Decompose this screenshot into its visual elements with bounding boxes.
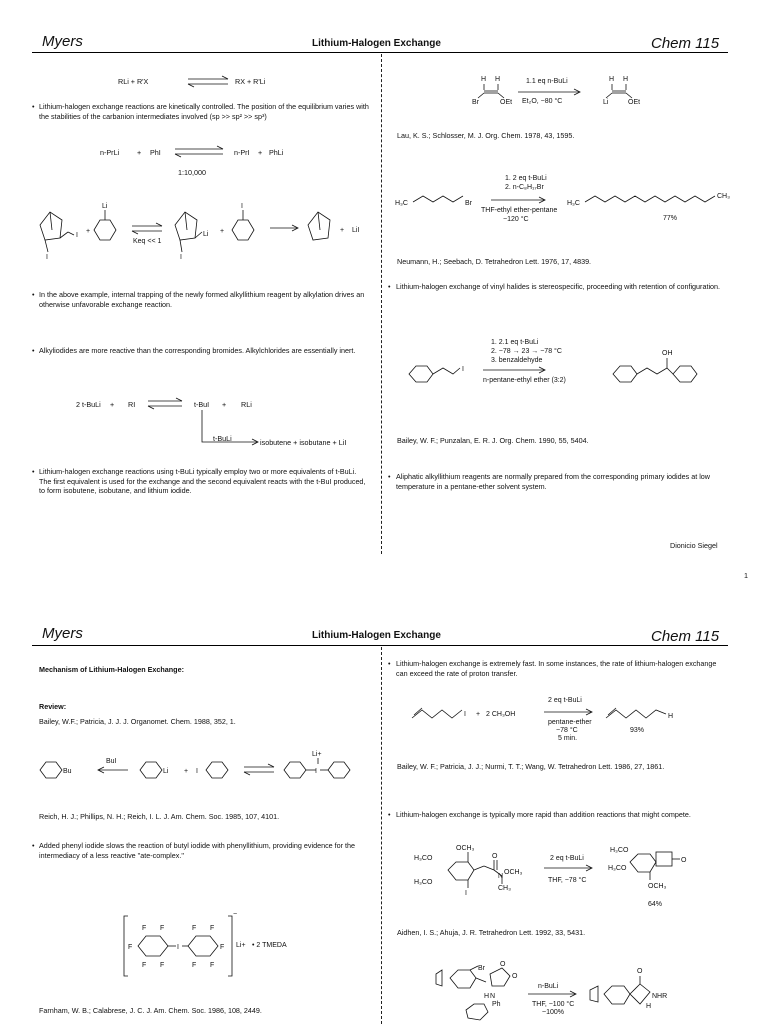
ate-charge: − — [233, 911, 238, 918]
rx3-ph: Ph — [492, 1001, 501, 1008]
vinyl-bromide-exchange — [470, 72, 660, 106]
eq1-rhs: RX + R'Li — [235, 77, 266, 86]
svg-text:+: + — [86, 228, 91, 235]
svg-text:O: O — [492, 853, 498, 860]
rx2-line2: 2. n-C₈H₁₇Br — [505, 184, 544, 191]
svg-text:F: F — [192, 925, 197, 932]
svg-text:Li: Li — [203, 231, 209, 238]
trans-alkene-alkylation — [395, 170, 735, 250]
bullet-dot: • — [388, 810, 391, 819]
eq4-d: RLi — [241, 400, 252, 409]
svg-text:+: + — [476, 711, 481, 718]
eq4-products: isobutene + isobutane + LiI — [260, 438, 347, 447]
phenethyl-iodide-scheme — [405, 340, 735, 400]
svg-text:N: N — [498, 873, 504, 880]
eq4-plus1: + — [110, 400, 115, 409]
header-rule — [32, 645, 728, 646]
svg-text:H: H — [668, 713, 674, 720]
bullet-dot: • — [388, 659, 391, 668]
scheme-li-plus: Li+ — [312, 751, 322, 758]
bullet-dot: • — [388, 472, 391, 481]
eq4-b: RI — [128, 400, 136, 409]
svg-text:Li: Li — [102, 203, 108, 210]
p2-rx3-above: n-BuLi — [538, 983, 559, 990]
eq4-a: 2 t-BuLi — [76, 400, 101, 409]
svg-text:I: I — [46, 254, 48, 261]
p2-rx2-yield: 64% — [648, 901, 663, 908]
svg-text:F: F — [142, 925, 147, 932]
bullet-dot: • — [32, 102, 35, 111]
scheme-li: Li — [163, 768, 169, 775]
p2-left-bullet-1: Added phenyl iodide slows the reaction of butyl iodide with phenyllithium, providing evidence for the intermediacy of a less reactive "ate-complex." — [39, 841, 356, 860]
ate-li: Li+ — [236, 942, 246, 949]
eq2-ratio: 1:10,000 — [178, 168, 206, 177]
bullet-dot: • — [32, 346, 35, 355]
svg-text:+: + — [340, 227, 345, 234]
scheme-bui: BuI — [106, 758, 117, 765]
svg-text:Br: Br — [465, 200, 472, 207]
bullet-dot: • — [388, 282, 391, 291]
svg-text:H₃C: H₃C — [567, 200, 580, 207]
p1-left-bullet-3: Alkyliodides are more reactive than the corresponding bromides. Alkylchlorides are essentially inert. — [39, 346, 356, 355]
svg-text:O: O — [637, 968, 643, 975]
header-rule — [32, 52, 728, 53]
rx1-above: 1.1 eq n-BuLi — [526, 78, 568, 85]
p2-rx1-b2: −78 °C — [556, 727, 578, 734]
p2-rx3-nhr: NHR — [652, 993, 668, 1000]
eq1-lhs: RLi + R'X — [118, 77, 149, 86]
svg-text:F: F — [128, 944, 133, 951]
p1-right-ref-1: Lau, K. S.; Schlosser, M. J. Org. Chem. 1978, 43, 1595. — [397, 131, 575, 140]
svg-text:H₃C: H₃C — [395, 200, 408, 207]
p2-review-ref: Bailey, W.F.; Patricia, J. J. J. Organomet. Chem. 1988, 352, 1. — [39, 717, 236, 726]
rx1-reagent: 2 CH₃OH — [486, 711, 516, 718]
mechanism-heading: Mechanism of Lithium-Halogen Exchange: — [39, 665, 184, 674]
svg-text:F: F — [192, 962, 197, 969]
p1-right-ref-3: Bailey, W. F.; Punzalan, E. R. J. Org. Chem. 1990, 55, 5404. — [397, 436, 589, 445]
rx2-line1: 1. 2 eq t-BuLi — [505, 175, 547, 182]
equilibrium-arrow — [188, 76, 230, 88]
p2-rx2-above: 2 eq t-BuLi — [550, 855, 584, 862]
svg-text:H₃CO: H₃CO — [414, 879, 433, 886]
svg-text:H: H — [609, 76, 615, 83]
eq4-reagent: t-BuLi — [213, 434, 232, 443]
p2-rx3-below1: THF, −100 °C — [532, 1001, 575, 1008]
svg-text:+: + — [220, 228, 225, 235]
bullet-dot: • — [32, 290, 35, 299]
svg-text:I: I — [180, 254, 182, 261]
svg-text:F: F — [210, 962, 215, 969]
header-course: Chem 115 — [651, 628, 720, 645]
eq2-lhs2: PhI — [150, 148, 161, 157]
svg-text:H₃CO: H₃CO — [608, 865, 627, 872]
p2-left-ref-2: Farnham, W. B.; Calabrese, J. C. J. Am. Chem. Soc. 1986, 108, 2449. — [39, 1006, 262, 1015]
header-author: Myers — [42, 625, 83, 642]
p2-right-ref-2: Aidhen, I. S.; Ahuja, J. R. Tetrahedron Lett. 1992, 33, 5431. — [397, 928, 586, 937]
rx3-br: Br — [478, 965, 485, 972]
column-divider — [381, 647, 382, 1024]
proton-transfer-scheme — [408, 690, 728, 750]
p2-right-bullet-2: Lithium-halogen exchange is typically more rapid than addition reactions that might compete. — [396, 810, 691, 819]
svg-text:H₃CO: H₃CO — [610, 847, 629, 854]
p2-rx2-below: THF, −78 °C — [548, 877, 587, 884]
bullet-dot: • — [32, 841, 35, 850]
rx2-below1: THF-ethyl ether-pentane — [481, 207, 558, 214]
p2-left-ref-1: Reich, H. J.; Phillips, N. H.; Reich, I. L. J. Am. Chem. Soc. 1985, 107, 4101. — [39, 812, 280, 821]
header-title: Lithium-Halogen Exchange — [312, 630, 441, 641]
rx2-below2: −120 °C — [503, 216, 529, 223]
ate-complex-scheme — [36, 748, 376, 788]
bullet-dot: • — [32, 467, 35, 476]
rx3-line1: 1. 2.1 eq t-BuLi — [491, 339, 539, 346]
svg-text:I: I — [462, 366, 464, 373]
eq2-plus1: + — [137, 148, 142, 157]
p2-rx1-above: 2 eq t-BuLi — [548, 697, 582, 704]
scheme-bu: Bu — [63, 768, 72, 775]
rx3-below: n-pentane-ethyl ether (3:2) — [483, 377, 566, 384]
svg-text:I: I — [76, 232, 78, 239]
svg-text:I: I — [465, 890, 467, 897]
rx3-h: H — [484, 993, 490, 1000]
signature: Dionicio Siegel — [670, 541, 718, 550]
eq2-rhs2: PhLi — [269, 148, 284, 157]
svg-text:I: I — [464, 711, 466, 718]
perfluoro-ate-complex — [120, 912, 320, 982]
eq3-lii: LiI — [352, 227, 360, 234]
ate-tmeda: • 2 TMEDA — [252, 942, 287, 949]
rx3-line3: 3. benzaldehyde — [491, 357, 543, 364]
svg-text:H: H — [646, 1003, 652, 1010]
benzocyclobutenone-scheme — [414, 840, 734, 910]
eq2-plus2: + — [258, 148, 263, 157]
rx2-yield: 77% — [663, 215, 678, 222]
svg-text:O: O — [512, 973, 518, 980]
svg-text:CH₃: CH₃ — [498, 885, 511, 892]
svg-text:O: O — [681, 857, 687, 864]
header-course: Chem 115 — [651, 35, 720, 52]
p1-left-bullet-1: Lithium-halogen exchange reactions are kinetically controlled. The position of the equilibrium varies with the stabilities of the carbanion intermediates involved (sp >> sp² >> sp³) — [39, 102, 369, 121]
svg-text:H: H — [481, 76, 487, 83]
svg-text:H: H — [623, 76, 629, 83]
svg-text:OEt: OEt — [628, 99, 641, 106]
p2-right-ref-1: Bailey, W. F.; Patricia, J. J.; Nurmi, T. T.; Wang, W. Tetrahedron Lett. 1986, 27, 1861. — [397, 762, 665, 771]
p2-rx1-yield: 93% — [630, 727, 645, 734]
equilibrium-arrow — [148, 398, 184, 410]
p2-rx3-below2: ~100% — [542, 1009, 564, 1016]
eq4-c: t-BuI — [194, 400, 210, 409]
page-number: 1 — [744, 571, 748, 580]
svg-text:H₃CO: H₃CO — [414, 855, 433, 862]
svg-text:F: F — [160, 925, 165, 932]
aminoindanone-scheme — [430, 958, 730, 1024]
svg-text:N: N — [490, 993, 496, 1000]
svg-text:H: H — [495, 76, 501, 83]
svg-text:F: F — [142, 962, 147, 969]
rx3-line2: 2. −78 → 23 → −78 °C — [491, 348, 562, 355]
header-author: Myers — [42, 33, 83, 50]
svg-text:F: F — [160, 962, 165, 969]
p2-rx1-b1: pentane-ether — [548, 719, 592, 726]
p1-left-bullet-4: Lithium-halogen exchange reactions using t-BuLi typically employ two or more equivalents of t-BuLi. The first equivalent is used for the exchange and the second equivalent reacts with the t-BuI produced, to form isobutene, isobutane, and lithium iodide. — [39, 467, 366, 495]
svg-text:Li: Li — [603, 99, 609, 106]
svg-text:OCH₃: OCH₃ — [648, 883, 667, 890]
svg-text:F: F — [210, 925, 215, 932]
p2-rx1-b3: 5 min. — [558, 735, 578, 742]
p2-right-bullet-1: Lithium-halogen exchange is extremely fast. In some instances, the rate of lithium-halogen exchange can exceed the rate of proton transfer. — [396, 659, 717, 678]
svg-text:I: I — [177, 944, 179, 951]
rx3-oh: OH — [662, 350, 673, 357]
eq3-keq: Keq << 1 — [133, 238, 162, 245]
eq4-plus2: + — [222, 400, 227, 409]
svg-text:OCH₃: OCH₃ — [456, 845, 475, 852]
header-title: Lithium-Halogen Exchange — [312, 38, 441, 49]
svg-text:+: + — [184, 768, 189, 775]
svg-text:I: I — [241, 203, 243, 210]
svg-text:O: O — [500, 961, 506, 968]
norbornyl-exchange-scheme — [30, 200, 390, 260]
svg-text:OEt: OEt — [500, 99, 513, 106]
eq2-lhs1: n-PrLi — [100, 148, 120, 157]
p1-right-ref-2: Neumann, H.; Seebach, D. Tetrahedron Lett. 1976, 17, 4839. — [397, 257, 592, 266]
svg-text:F: F — [220, 944, 225, 951]
svg-text:I: I — [315, 768, 317, 775]
svg-text:Br: Br — [472, 99, 479, 106]
review-label: Review: — [39, 702, 67, 711]
rx1-below: Et₂O, −80 °C — [522, 98, 563, 105]
eq2-rhs1: n-PrI — [234, 148, 250, 157]
p1-right-bullet-1: Lithium-halogen exchange of vinyl halides is stereospecific, proceeding with retention of configuration. — [396, 282, 721, 291]
svg-text:CH₃: CH₃ — [717, 193, 730, 200]
p1-right-bullet-2: Aliphatic alkyllithium reagents are normally prepared from the corresponding primary iodides at low temperature in a pentane-ether solvent system. — [396, 472, 711, 491]
scheme-i: I — [196, 768, 198, 775]
svg-text:OCH₃: OCH₃ — [504, 869, 523, 876]
equilibrium-arrow — [175, 146, 225, 158]
column-divider — [381, 54, 382, 554]
p1-left-bullet-2: In the above example, internal trapping of the newly formed alkyllithium reagent by alkylation drives an otherwise unfavorable exchange reaction. — [39, 290, 365, 309]
